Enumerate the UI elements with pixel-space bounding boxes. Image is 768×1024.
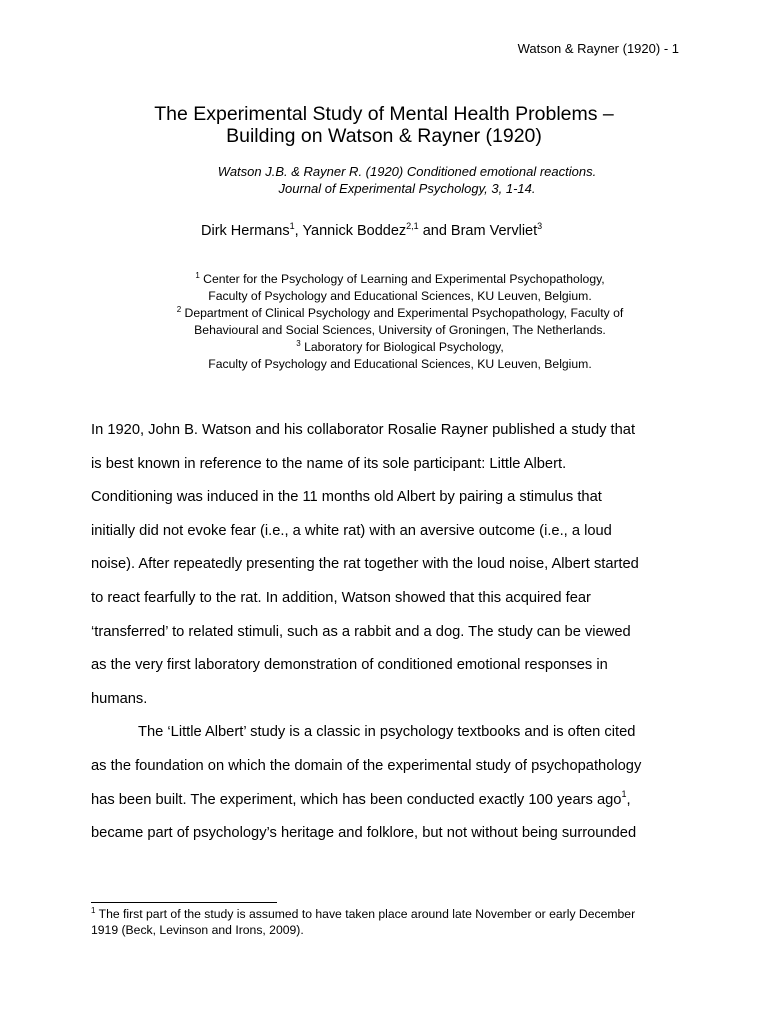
footnote-marker[interactable]: 1 (621, 788, 627, 799)
affiliation-2 (32, 305, 768, 339)
affiliations (0, 271, 768, 373)
citation-line-2: Journal of Experimental Psychology, 3, 1-14. (278, 181, 536, 196)
text-span: , (626, 791, 631, 808)
author-affiliation-mark: 3 (537, 221, 543, 231)
paragraph-1 (91, 414, 681, 716)
affiliation-line: Center for the Psychology of Learning and Experimental Psychopathology, (199, 272, 605, 286)
text-line: is best known in reference to the name of its sole participant: Little Albert. (91, 455, 567, 472)
footnote-mark: 1 (91, 906, 96, 915)
text-line: In 1920, John B. Watson and his collaborator Rosalie Rayner published a study that (91, 422, 636, 438)
text-span: has been built. The experiment, which has been conducted exactly 100 years ago (91, 791, 622, 808)
affiliation-line: Behavioural and Social Sciences, University of Groningen, The Netherlands. (194, 323, 606, 337)
text-line: as the foundation on which the domain of the experimental study of psychopathology (91, 757, 642, 774)
text-line: initially did not evoke fear (i.e., a white rat) with an aversive outcome (i.e., a loud (91, 522, 612, 539)
title-line-1: The Experimental Study of Mental Health Problems – (154, 103, 614, 125)
text-line: ‘transferred’ to related stimuli, such as a rabbit and a dog. The study can be viewed (91, 623, 631, 640)
footnote-line: The first part of the study is assumed to have taken place around late November or early December (95, 907, 636, 921)
citation-line-1: Watson J.B. & Rayner R. (1920) Conditioned emotional reactions. (217, 164, 597, 179)
text-line: The ‘Little Albert’ study is a classic in psychology textbooks and is often cited (138, 724, 636, 741)
affiliation-mark: 1 (195, 271, 200, 280)
affiliation-line: Department of Clinical Psychology and Experimental Psychopathology, Faculty of (181, 306, 624, 320)
affiliation-line: Laboratory for Biological Psychology, (300, 340, 504, 354)
paper-title (0, 103, 768, 147)
footnote-1 (91, 907, 681, 938)
footnote-line: 1919 (Beck, Levinson and Irons, 2009). (91, 922, 304, 937)
author-list (201, 221, 542, 241)
paragraph-2 (91, 716, 681, 850)
body-text (91, 414, 681, 851)
running-head: Watson & Rayner (1920) - 1 (517, 41, 679, 56)
affiliation-line: Faculty of Psychology and Educational Sciences, KU Leuven, Belgium. (208, 289, 592, 303)
author-separator: and (418, 223, 451, 239)
text-line: became part of psychology’s heritage and folklore, but not without being surrounded (91, 825, 637, 842)
text-line: noise). After repeatedly presenting the rat together with the loud noise, Albert started (91, 556, 639, 573)
text-line: humans. (91, 690, 148, 707)
author-name: Dirk Hermans (201, 223, 290, 239)
text-line (91, 784, 681, 818)
affiliation-mark: 3 (296, 339, 301, 348)
author-affiliation-mark: 2,1 (406, 221, 419, 231)
author-affiliation-mark: 1 (289, 221, 295, 231)
affiliation-line: Faculty of Psychology and Educational Sciences, KU Leuven, Belgium. (208, 357, 592, 371)
affiliation-3 (32, 339, 768, 373)
title-line-2: Building on Watson & Rayner (1920) (226, 125, 542, 147)
author-name: Yannick Boddez (302, 223, 407, 239)
text-line: to react fearfully to the rat. In addition, Watson showed that this acquired fear (91, 589, 591, 606)
author-separator: , (294, 223, 303, 239)
author-name: Bram Vervliet (450, 223, 538, 239)
affiliation-mark: 2 (176, 305, 182, 314)
footnote-divider (91, 902, 277, 903)
source-citation (0, 163, 768, 197)
text-line: Conditioning was induced in the 11 months old Albert by pairing a stimulus that (91, 489, 602, 506)
text-line: as the very first laboratory demonstration of conditioned emotional responses in (91, 657, 608, 674)
affiliation-1 (32, 271, 768, 305)
